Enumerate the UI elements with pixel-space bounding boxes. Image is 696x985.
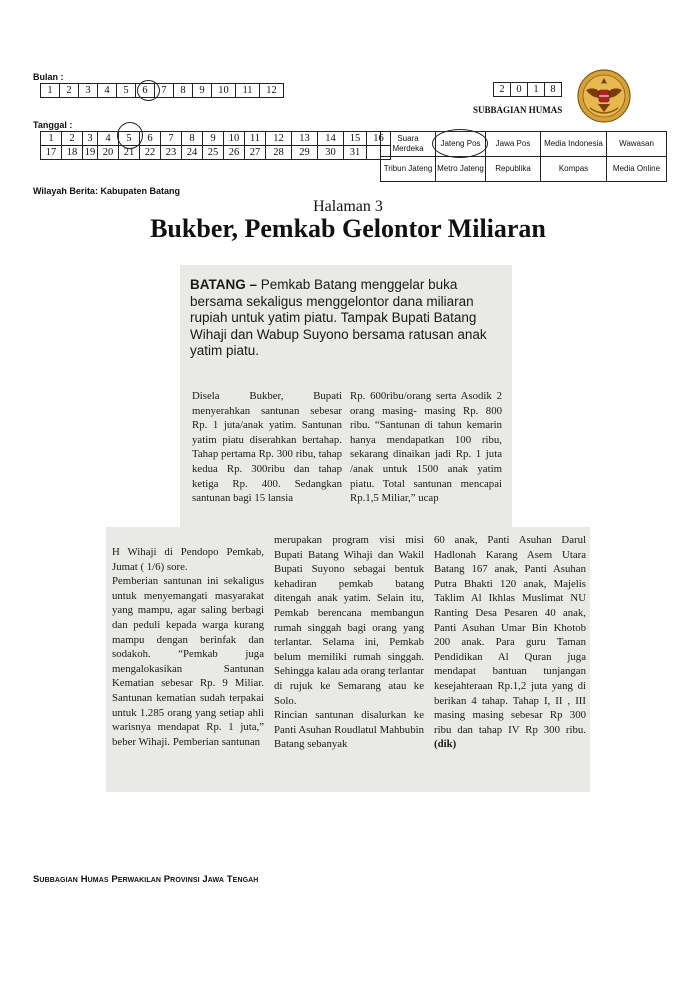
day-cell: 28 (266, 146, 292, 160)
media-cell: Kompas (541, 157, 607, 182)
day-cell: 18 (62, 146, 83, 160)
day-cell: 12 (266, 132, 292, 146)
day-cell: 10 (224, 132, 245, 146)
month-cell: 8 (174, 84, 193, 98)
media-cell: Media Online (607, 157, 667, 182)
day-cell: 15 (344, 132, 367, 146)
month-grid (40, 83, 284, 98)
day-cell: 2 (62, 132, 83, 146)
day-cell: 22 (140, 146, 161, 160)
media-cell: Jateng Pos (436, 132, 486, 157)
media-cell: Wawasan (607, 132, 667, 157)
day-cell: 6 (140, 132, 161, 146)
day-cell: 25 (203, 146, 224, 160)
month-cell: 6 (136, 84, 155, 98)
year-grid (493, 82, 562, 97)
region-label: Wilayah Berita: Kabupaten Batang (33, 186, 180, 196)
day-cell: 19 (83, 146, 98, 160)
day-cell: 24 (182, 146, 203, 160)
article-column-3: H Wihaji di Pendopo Pemkab, Jumat ( 1/6) sore. Pemberian santunan ini sekaligus untuk menyemangati masyarakat yang mampu, agar saling berbagi dan peduli kepada warga kurang mampu dengan berinfak dan sodakoh. “Pemkab juga mengalokasikan Santunan Kematian sebesar Rp. 9 Miliar. Santunan kematian sudah terpakai untuk 1.285 orang yang setiap ahli warisnya mendapat Rp. 1 juta,” beber Wihaji. Pemberian santunan (112, 546, 264, 748)
year-digit: 1 (528, 83, 545, 97)
selected-day-circle (117, 122, 143, 149)
day-cell: 17 (41, 146, 62, 160)
day-cell: 8 (182, 132, 203, 146)
media-cell: Suara Merdeka (381, 132, 436, 157)
month-cell: 1 (41, 84, 60, 98)
day-cell: 16 (367, 132, 391, 146)
media-cell: Media Indonesia (541, 132, 607, 157)
day-cell: 30 (318, 146, 344, 160)
agency-label: SUBBAGIAN HUMAS (473, 105, 563, 115)
bulan-label: Bulan : (33, 72, 64, 82)
article-column-1: Disela Bukber, Bupati menyerahkan santunan sebesar Rp. 1 juta/anak yatim. Santunan yatim piatu diserahkan bertahap. Tahap pertama Rp. 300 ribu, tahap kedua Rp. 300ribu dan tahap ketiga Rp. 400. Sedangkan santunan bagi 15 lansia (192, 390, 342, 505)
media-cell: Jawa Pos (486, 132, 541, 157)
day-cell: 1 (41, 132, 62, 146)
footer-text: Subbagian Humas Perwakilan Provinsi Jawa Tengah (33, 874, 259, 885)
day-grid (40, 131, 391, 160)
media-cell: Republika (486, 157, 541, 182)
day-cell: 27 (245, 146, 266, 160)
day-cell: 5 (119, 132, 140, 146)
month-cell: 4 (98, 84, 117, 98)
month-cell: 12 (260, 84, 284, 98)
month-cell: 7 (155, 84, 174, 98)
day-cell: 14 (318, 132, 344, 146)
month-cell: 5 (117, 84, 136, 98)
media-cell: Tribun Jateng (381, 157, 436, 182)
month-cell: 9 (193, 84, 212, 98)
media-cell: Metro Jateng (436, 157, 486, 182)
day-cell: 11 (245, 132, 266, 146)
day-cell: 13 (292, 132, 318, 146)
month-cell: 10 (212, 84, 236, 98)
day-cell: 9 (203, 132, 224, 146)
day-cell: 21 (119, 146, 140, 160)
day-cell: 23 (161, 146, 182, 160)
day-cell: 4 (98, 132, 119, 146)
byline: (dik) (434, 738, 457, 751)
day-cell: 3 (83, 132, 98, 146)
day-cell: 20 (98, 146, 119, 160)
selected-media-circle (432, 129, 488, 158)
month-cell: 3 (79, 84, 98, 98)
month-cell: 11 (236, 84, 260, 98)
tanggal-label: Tanggal : (33, 120, 73, 130)
article-column-5: 60 anak, Panti Asuhan Darul Hadlonah Karang Asem Utara Batang 167 anak, Panti Asuhan Putra Bhakti 120 anak, Majelis Taklim Al Ikhlas Muslimat NU Ranting Desa Pesaren 40 anak, Panti Asuhan Umar Bin Khotob 200 anak. Para guru Taman Pendidikan Al Quran juga mendapat bantuan tunjangan kesejahteraan Rp.1,2 juta yang di berikan 4 tahap. Tahap I, II , III masing masing sebesar Rp 300 ribu dan tahap IV Rp 300 ribu. (dik) (434, 534, 586, 751)
media-table (380, 131, 667, 182)
year-digit: 8 (545, 83, 562, 97)
lead-text: Pemkab Batang menggelar buka bersama sekaligus menggelontor dana miliaran rupiah untuk yatim piatu. Tampak Bupati Batang Wihaji dan Wabup Suyono bersama ratusan anak yatim piatu. (190, 277, 487, 358)
year-digit: 0 (511, 83, 528, 97)
news-clipping-top (180, 265, 512, 527)
dateline: BATANG – (190, 277, 257, 292)
day-cell: 7 (161, 132, 182, 146)
article-column-4: merupakan program visi misi Bupati Batang Wihaji dan Wakil Bupati Suyono sebagai bentuk kehadiran pemkab batang ditengah anak yatim. Selain itu, Pemkab berencana membangun rumah singgah bagi orang yang terlantar. Selama ini, Pemkab belum memiliki rumah singgah. Sehingga kalau ada orang terlantar di rujuk ke Semarang atau ke Solo. Rincian santunan disalurkan ke Panti Asuhan Roudlatul Mahbubin Batang sebanyak (274, 534, 424, 751)
selected-month-circle (137, 80, 160, 101)
article-lead (190, 277, 508, 360)
day-cell: 29 (292, 146, 318, 160)
news-clipping-bottom (106, 527, 590, 792)
article-title: Bukber, Pemkab Gelontor Miliaran (150, 214, 546, 243)
day-cell: 31 (344, 146, 367, 160)
page-number: Halaman 3 (313, 198, 383, 215)
day-cell: 26 (224, 146, 245, 160)
garuda-emblem-icon (576, 68, 632, 124)
month-cell: 2 (60, 84, 79, 98)
year-digit: 2 (494, 83, 511, 97)
article-column-2: Rp. 600ribu/orang serta Asodik 2 orang masing- masing Rp. 800 ribu. “Santunan di tahun kemarin hanya mendapatkan 100 ribu, sekarang dinaikan jadi Rp. 1 juta /anak untuk 1500 anak yatim piatu. Total santunan mencapai Rp.1,5 Miliar,” ucap (350, 390, 502, 505)
